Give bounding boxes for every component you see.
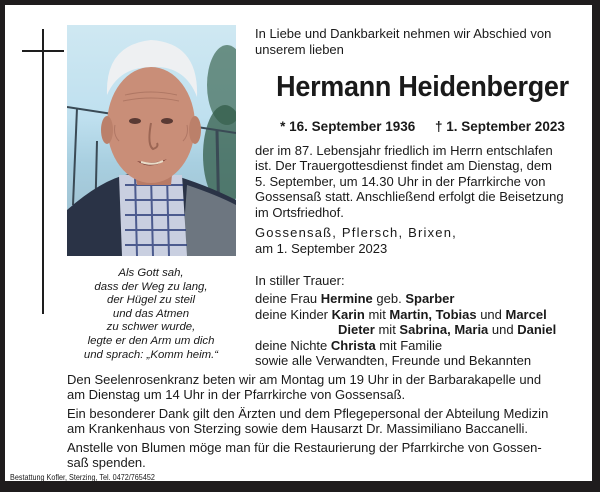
grandchild-name: Marcel [505, 306, 547, 322]
rosary-note [67, 372, 592, 402]
label: mit [364, 306, 390, 322]
label: geb. [372, 291, 406, 307]
note-line: saß spenden. [67, 455, 146, 470]
label: deine Frau [255, 291, 321, 307]
label: und [476, 306, 506, 322]
poem-line: zu schwer wurde, [106, 321, 196, 334]
grandchildren-names: Martin, Tobias [389, 306, 477, 322]
intro-text [255, 26, 590, 57]
label: deine Nichte [255, 337, 331, 353]
niece-name: Christa [330, 337, 376, 353]
mourner-wife [255, 291, 556, 306]
announcement-line: der im 87. Lebensjahr friedlich im Herrn entschlafen [255, 143, 553, 158]
notes [67, 372, 592, 474]
place-date [255, 225, 457, 256]
child-name: Karin [331, 306, 365, 322]
life-dates [255, 119, 590, 134]
poem-line: legte er den Arm um dich [87, 334, 215, 347]
poem-line: Als Gott sah, [118, 267, 184, 279]
grandchildren-names: Sabrina, Maria [399, 322, 489, 338]
poem-line: dass der Weg zu lang, [94, 280, 208, 293]
wife-name: Hermine [320, 291, 373, 307]
cross-icon [42, 29, 44, 314]
label: mit [374, 322, 400, 338]
birth-date: * 16. September 1936 [280, 119, 416, 134]
note-line: Den Seelenrosenkranz beten wir am Montag um 19 Uhr in der Barbarakapelle und [67, 372, 542, 387]
note-line: am Krankenhaus von Sterzing sowie dem Hausarzt Dr. Massimiliano Baccanelli. [67, 421, 528, 436]
mourners-heading: In stiller Trauer: [255, 273, 345, 288]
label: mit Familie [375, 337, 443, 353]
death-date: † 1. September 2023 [435, 119, 565, 134]
announcement-text [255, 143, 590, 220]
poem-line: und sprach: „Komm heim.“ [83, 348, 219, 361]
undertaker-credit: Bestattung Kofler, Sterzing, Tel. 0472/765452 [10, 472, 155, 482]
places: Gossensaß, Pflersch, Brixen, [255, 225, 457, 240]
poem-line: der Hügel zu steil [106, 294, 195, 307]
announcement-line: Gossensaß statt. Anschließend erfolgt die Beisetzung [255, 189, 564, 205]
child-name: Dieter [338, 322, 375, 338]
poem-line: und das Atmen [112, 307, 190, 320]
grandchild-name: Daniel [517, 322, 557, 338]
mourner-others: sowie alle Verwandten, Freunde und Bekannten [255, 353, 532, 369]
mourners-list [255, 273, 556, 368]
poem [61, 267, 241, 362]
maiden-name: Sparber [405, 291, 455, 307]
donation-note [67, 440, 592, 470]
intro-line: unserem lieben [255, 41, 344, 57]
mourner-children [255, 307, 556, 322]
cross-icon-bar [22, 50, 64, 52]
intro-line: In Liebe und Dankbarkeit nehmen wir Abschied von [255, 26, 552, 41]
mourner-children-2 [255, 322, 556, 337]
note-line: am Dienstag um 14 Uhr in der Pfarrkirche von Gossensaß. [67, 387, 406, 402]
obituary-card [5, 5, 592, 481]
thanks-note [67, 406, 592, 436]
announcement-line: ist. Der Trauergottesdienst findet am Dienstag, dem [255, 158, 552, 174]
portrait-photo [67, 25, 236, 256]
date-line: am 1. September 2023 [255, 240, 388, 256]
announcement-line: im Ortsfriedhof. [255, 204, 344, 220]
label: deine Kinder [255, 306, 332, 322]
note-line: Anstelle von Blumen möge man für die Restaurierung der Pfarrkirche von Gossen- [67, 440, 542, 455]
note-line: Ein besonderer Dank gilt den Ärzten und dem Pflegepersonal der Abteilung Medizin [67, 406, 549, 421]
label: und [488, 322, 518, 338]
mourner-niece [255, 338, 556, 353]
announcement-line: 5. September, um 14.30 Uhr in der Pfarrkirche von [255, 173, 546, 189]
deceased-name: Hermann Heidenberger [276, 71, 569, 103]
